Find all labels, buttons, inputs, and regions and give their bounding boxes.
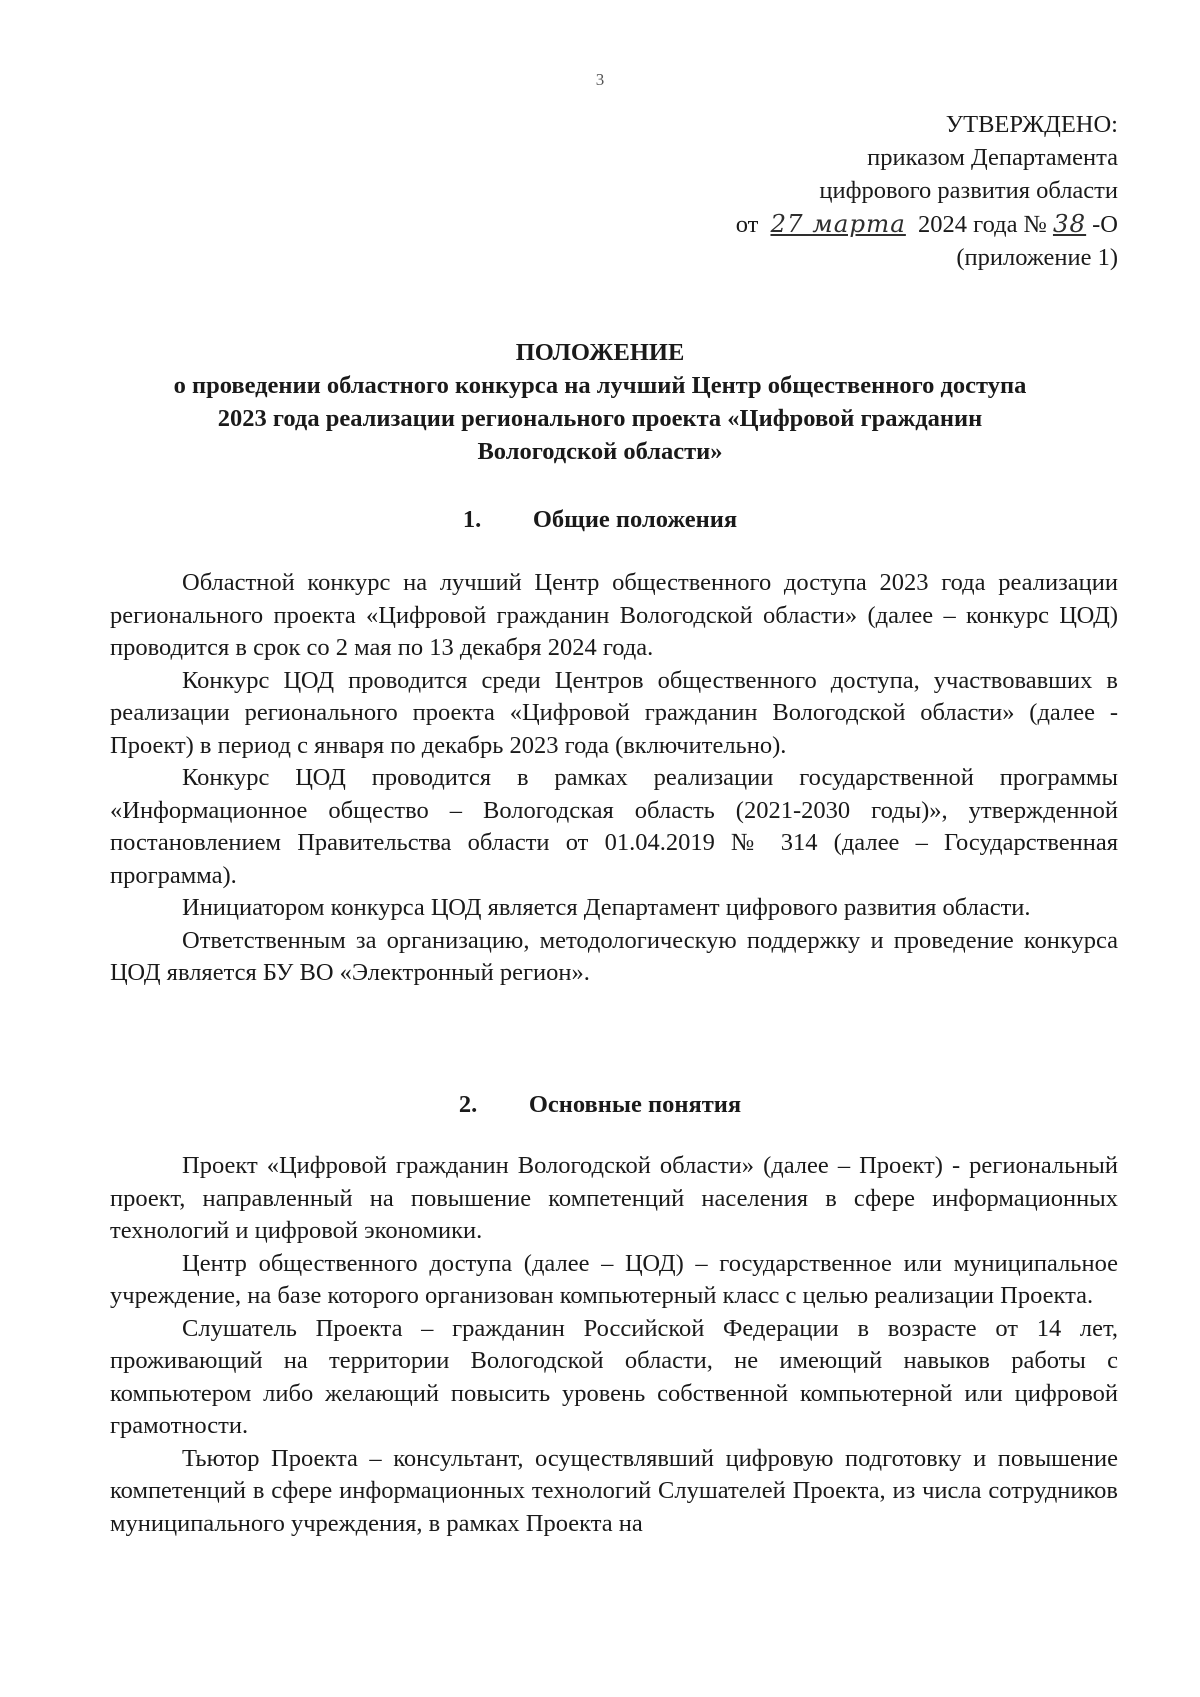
- handwritten-date: 27 марта: [770, 209, 906, 238]
- section-2-title: Основные понятия: [528, 1091, 742, 1118]
- paragraph: Областной конкурс на лучший Центр общественного доступа 2023 года реализации регионального проекта «Цифровой гражданин Вологодской области» (далее – конкурс ЦОД) проводится в срок со 2 мая по 13 декабря 2024 года.: [110, 569, 1118, 661]
- page-number: 3: [595, 70, 605, 89]
- title-line-2: 2023 года реализации регионального проекта «Цифровой гражданин: [217, 405, 983, 432]
- section-2-number: 2.: [458, 1091, 478, 1118]
- paragraph: Ответственным за организацию, методологическую поддержку и проведение конкурса ЦОД является БУ ВО «Электронный регион».: [110, 926, 1118, 986]
- section-2-body: [110, 1150, 1118, 1540]
- date-prefix: от: [735, 211, 759, 238]
- paragraph: Конкурс ЦОД проводится среди Центров общественного доступа, участвовавших в реализации регионального проекта «Цифровой гражданин Вологодской области» (далее - Проект) в период с января по декабрь 2023 года (включительно).: [110, 666, 1118, 759]
- title-heading: ПОЛОЖЕНИЕ: [515, 339, 685, 366]
- paragraph: Тьютор Проекта – консультант, осуществлявший цифровую подготовку и повышение компетенций в сфере информационных технологий Слушателей Проекта, из числа сотрудников муниципального учреждения, в рамках Проекта на: [110, 1444, 1118, 1537]
- paragraph: Инициатором конкурса ЦОД является Департамент цифрового развития области.: [182, 894, 1031, 921]
- year-text: 2024 года №: [918, 211, 1047, 238]
- section-1-heading: [0, 503, 1200, 536]
- section-1-title: Общие положения: [532, 506, 738, 533]
- approval-order-line: приказом Департамента: [867, 144, 1118, 171]
- approval-department-line: цифрового развития области: [819, 177, 1118, 204]
- title-line-3: Вологодской области»: [477, 438, 723, 465]
- approval-appendix-line: (приложение 1): [956, 244, 1118, 271]
- section-1-number: 1.: [462, 506, 482, 533]
- approval-date-line: [736, 207, 1118, 241]
- title-line-1: о проведении областного конкурса на лучший Центр общественного доступа: [173, 372, 1027, 399]
- paragraph: Слушатель Проекта – гражданин Российской Федерации в возрасте от 14 лет, проживающий на территории Вологодской области, не имеющий навыков работы с компьютером либо желающий повысить уровень собственной компьютерной или цифровой грамотности.: [110, 1314, 1118, 1439]
- paragraph: Конкурс ЦОД проводится в рамках реализации государственной программы «Информационное общество – Вологодская область (2021-2030 годы)», утвержденной постановлением Правительства области от 01.04.2019 № 314 (далее – Государственная программа).: [110, 764, 1118, 889]
- handwritten-order-number: 38: [1052, 209, 1087, 238]
- approval-stamp-block: [736, 108, 1118, 274]
- order-number-suffix: -О: [1092, 211, 1118, 238]
- paragraph: Центр общественного доступа (далее – ЦОД) – государственное или муниципальное учреждение, на базе которого организован компьютерный класс с целью реализации Проекта.: [110, 1249, 1118, 1309]
- approval-heading: УТВЕРЖДЕНО:: [945, 111, 1118, 138]
- section-1-body: [110, 567, 1118, 990]
- paragraph: Проект «Цифровой гражданин Вологодской области» (далее – Проект) - региональный проект, направленный на повышение компетенций населения в сфере информационных технологий и цифровой экономики.: [110, 1152, 1118, 1244]
- section-2-heading: [0, 1088, 1200, 1121]
- document-title: [80, 336, 1120, 468]
